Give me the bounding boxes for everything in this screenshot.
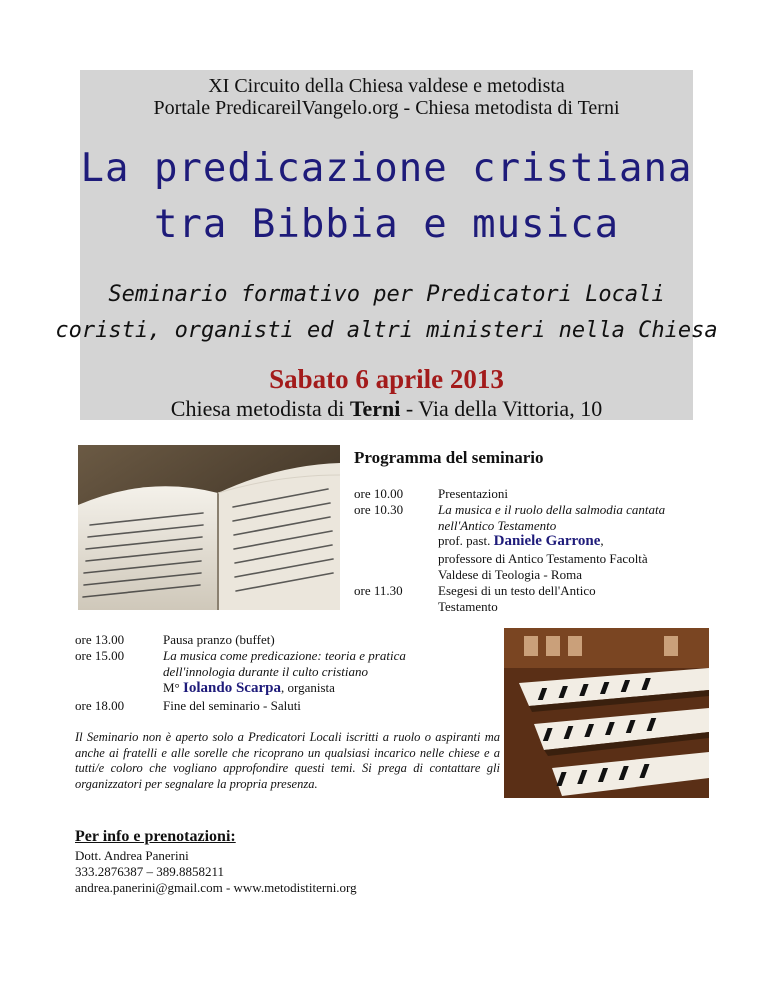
org-line-1: XI Circuito della Chiesa valdese e metodista (208, 75, 565, 97)
program-text-2b: nell'Antico Testamento (438, 518, 557, 533)
speaker-name-scarpa: Iolando Scarpa (183, 680, 281, 696)
contact-email-web: andrea.panerini@gmail.com - www.metodistiterni.org (75, 880, 357, 895)
program-text-3a: Esegesi di un testo dell'Antico (438, 583, 596, 598)
speaker-suffix-5: , organista (280, 680, 335, 695)
program-text-5a: La musica come predicazione: teoria e pratica (163, 648, 406, 663)
program-role-2a: professore di Antico Testamento Facoltà (438, 551, 648, 566)
event-date: Sabato 6 aprile 2013 (269, 364, 504, 394)
venue-city: Terni (349, 396, 401, 421)
contact-name: Dott. Andrea Panerini (75, 848, 189, 863)
program-time-3: ore 11.30 (354, 583, 403, 598)
program-time-1: ore 10.00 (354, 486, 404, 501)
contact-phones: 333.2876387 – 389.8858211 (75, 864, 225, 879)
seminar-notice: Il Seminario non è aperto solo a Predicatori Locali iscritti a ruolo o aspiranti ma anche ai fratelli e alle sorelle che ricoprano un qualsiasi incarico nelle chiese e a tutti/e coloro che vogliano approfondire questi temi. Si prega di contattare gli organizzatori per segnalare la propria presenza. (75, 730, 500, 791)
speaker-prefix-2: prof. past. (438, 533, 494, 548)
program-speaker-2 (438, 533, 604, 549)
open-bible-icon (78, 445, 340, 610)
program-text-5b: dell'innologia durante il culto cristiano (163, 664, 368, 679)
program-time-4: ore 13.00 (75, 632, 125, 647)
program-text-2a: La musica e il ruolo della salmodia cantata (438, 502, 666, 517)
speaker-suffix-2: , (600, 533, 604, 548)
org-line-2: Portale PredicareilVangelo.org - Chiesa metodista di Terni (153, 97, 620, 119)
info-title: Per info e prenotazioni: (75, 828, 236, 845)
speaker-prefix-5: M° (163, 680, 184, 695)
program-text-6: Fine del seminario - Saluti (163, 698, 301, 713)
organ-keyboard-image (504, 628, 709, 798)
program-time-2: ore 10.30 (354, 502, 404, 517)
main-title-line-1: La predicazione cristiana (80, 146, 693, 191)
header-box (55, 70, 718, 421)
program-speaker-5 (163, 680, 335, 696)
subtitle-line-1: Seminario formativo per Predicatori Locali (108, 282, 665, 307)
program-title: Programma del seminario (354, 448, 544, 467)
main-title-line-2: tra Bibbia e musica (153, 202, 620, 247)
open-bible-image (78, 445, 340, 610)
venue-suffix: - Via della Vittoria, 10 (400, 396, 603, 421)
event-venue (0, 396, 768, 422)
program-role-2b: Valdese di Teologia - Roma (438, 567, 582, 582)
venue-prefix: Chiesa metodista di (170, 396, 350, 421)
subtitle-line-2: coristi, organisti ed altri ministeri nella Chiesa (55, 318, 718, 343)
organ-keyboard-icon (504, 628, 709, 798)
program-text-4: Pausa pranzo (buffet) (163, 632, 275, 647)
program-text-1: Presentazioni (438, 486, 509, 501)
program-time-6: ore 18.00 (75, 698, 125, 713)
speaker-name-garrone: Daniele Garrone (493, 533, 601, 549)
program-text-3b: Testamento (438, 599, 498, 614)
program-time-5: ore 15.00 (75, 648, 125, 663)
